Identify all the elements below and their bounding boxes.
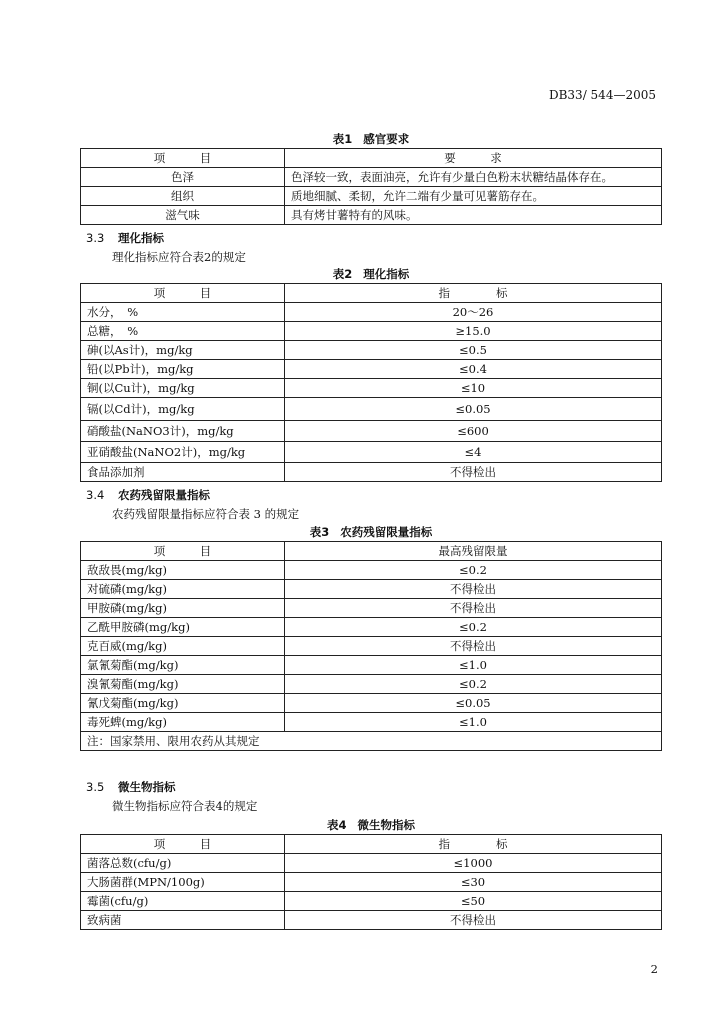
table-row xyxy=(81,675,662,694)
row-item: 水分， % xyxy=(81,303,285,322)
row-value: ≤30 xyxy=(285,873,662,892)
table-note-row xyxy=(81,732,662,751)
row-item: 致病菌 xyxy=(81,911,285,930)
table1-caption xyxy=(80,131,662,147)
row-item: 对硫磷(mg/kg) xyxy=(81,580,285,599)
row-value: ≤1.0 xyxy=(285,656,662,675)
header-requirement: 要 求 xyxy=(285,149,662,168)
table-row xyxy=(81,656,662,675)
table-row xyxy=(81,187,662,206)
row-item: 大肠菌群(MPN/100g) xyxy=(81,873,285,892)
table-row xyxy=(81,618,662,637)
table-row xyxy=(81,637,662,656)
table2-caption-title: 理化指标 xyxy=(363,267,410,281)
row-item: 铅(以Pb计)，mg/kg xyxy=(81,360,285,379)
row-item: 毒死蜱(mg/kg) xyxy=(81,713,285,732)
section-3-5-heading xyxy=(86,779,176,795)
row-value: ≥15.0 xyxy=(285,322,662,341)
document-id: DB33/ 544—2005 xyxy=(548,88,656,102)
table-row xyxy=(81,442,662,463)
row-value: ≤0.05 xyxy=(285,398,662,421)
table-row xyxy=(81,341,662,360)
table-row xyxy=(81,398,662,421)
row-item: 亚硝酸盐(NaNO2计)，mg/kg xyxy=(81,442,285,463)
row-item: 克百威(mg/kg) xyxy=(81,637,285,656)
table-row xyxy=(81,561,662,580)
header-index: 指 标 xyxy=(285,835,662,854)
row-value: 色泽较一致，表面油亮，允许有少量白色粉末状糖结晶体存在。 xyxy=(285,168,662,187)
row-value: ≤0.2 xyxy=(285,561,662,580)
table-row xyxy=(81,379,662,398)
section-3-3-heading xyxy=(86,230,164,246)
table3-caption-num: 表3 xyxy=(309,525,330,539)
table-row xyxy=(81,911,662,930)
row-item: 食品添加剂 xyxy=(81,463,285,482)
table-row xyxy=(81,873,662,892)
row-item: 氰戊菊酯(mg/kg) xyxy=(81,694,285,713)
table-header-row xyxy=(81,149,662,168)
section-title: 微生物指标 xyxy=(118,780,176,794)
section-number: 3.5 xyxy=(86,780,105,794)
table2-caption-num: 表2 xyxy=(332,267,353,281)
table-note: 注：国家禁用、限用农药从其规定 xyxy=(81,732,662,751)
table-row xyxy=(81,580,662,599)
row-item: 滋气味 xyxy=(81,206,285,225)
row-item: 甲胺磷(mg/kg) xyxy=(81,599,285,618)
section-title: 理化指标 xyxy=(118,231,164,245)
row-value: ≤0.2 xyxy=(285,618,662,637)
section-title: 农药残留限量指标 xyxy=(118,488,210,502)
table-row xyxy=(81,599,662,618)
row-item: 菌落总数(cfu/g) xyxy=(81,854,285,873)
row-value: ≤1.0 xyxy=(285,713,662,732)
section-3-4-text: 农药残留限量指标应符合表 3 的规定 xyxy=(112,507,300,521)
table4-caption xyxy=(80,817,662,833)
section-3-5-text: 微生物指标应符合表4的规定 xyxy=(112,799,258,813)
row-item: 组织 xyxy=(81,187,285,206)
header-item: 项 目 xyxy=(81,284,285,303)
row-value: ≤50 xyxy=(285,892,662,911)
row-value: 不得检出 xyxy=(285,599,662,618)
row-item: 镉(以Cd计)，mg/kg xyxy=(81,398,285,421)
row-value: 具有烤甘薯特有的风味。 xyxy=(285,206,662,225)
table1-caption-title: 感官要求 xyxy=(363,132,410,146)
table-row xyxy=(81,463,662,482)
row-value: 不得检出 xyxy=(285,463,662,482)
row-value: 不得检出 xyxy=(285,911,662,930)
row-item: 砷(以As计)，mg/kg xyxy=(81,341,285,360)
row-value: ≤10 xyxy=(285,379,662,398)
table-row xyxy=(81,360,662,379)
table-row xyxy=(81,713,662,732)
header-item: 项 目 xyxy=(81,542,285,561)
row-value: ≤0.2 xyxy=(285,675,662,694)
section-number: 3.3 xyxy=(86,231,105,245)
table-row xyxy=(81,168,662,187)
row-value: 不得检出 xyxy=(285,580,662,599)
row-value: 20～26 xyxy=(285,303,662,322)
row-item: 铜(以Cu计)，mg/kg xyxy=(81,379,285,398)
page-number: 2 xyxy=(650,962,658,976)
row-value: ≤0.05 xyxy=(285,694,662,713)
table3-caption-title: 农药残留限量指标 xyxy=(340,525,433,539)
row-item: 敌敌畏(mg/kg) xyxy=(81,561,285,580)
table-row xyxy=(81,892,662,911)
row-item: 硝酸盐(NaNO3计)，mg/kg xyxy=(81,421,285,442)
row-value: 质地细腻、柔韧，允许二端有少量可见薯筋存在。 xyxy=(285,187,662,206)
header-index: 指 标 xyxy=(285,284,662,303)
table1-caption-num: 表1 xyxy=(332,132,353,146)
row-value: ≤4 xyxy=(285,442,662,463)
header-max-residue: 最高残留限量 xyxy=(285,542,662,561)
row-value: ≤0.4 xyxy=(285,360,662,379)
table4-microbial xyxy=(80,834,662,930)
row-item: 乙酰甲胺磷(mg/kg) xyxy=(81,618,285,637)
table-row xyxy=(81,303,662,322)
header-item: 项 目 xyxy=(81,149,285,168)
table-row xyxy=(81,694,662,713)
table1-sensory xyxy=(80,148,662,225)
table3-caption xyxy=(80,524,662,540)
row-item: 总糖， % xyxy=(81,322,285,341)
section-3-3-text: 理化指标应符合表2的规定 xyxy=(112,250,246,264)
table-header-row xyxy=(81,835,662,854)
table4-caption-title: 微生物指标 xyxy=(357,818,415,832)
table3-pesticide xyxy=(80,541,662,751)
row-value: ≤600 xyxy=(285,421,662,442)
row-item: 氯氰菊酯(mg/kg) xyxy=(81,656,285,675)
section-3-4-heading xyxy=(86,487,210,503)
row-value: 不得检出 xyxy=(285,637,662,656)
table-row xyxy=(81,854,662,873)
table-header-row xyxy=(81,542,662,561)
row-item: 霉菌(cfu/g) xyxy=(81,892,285,911)
row-item: 溴氰菊酯(mg/kg) xyxy=(81,675,285,694)
header-item: 项 目 xyxy=(81,835,285,854)
table2-caption xyxy=(80,266,662,282)
row-value: ≤0.5 xyxy=(285,341,662,360)
table-row xyxy=(81,421,662,442)
row-item: 色泽 xyxy=(81,168,285,187)
row-value: ≤1000 xyxy=(285,854,662,873)
table2-physicochemical xyxy=(80,283,662,482)
table-row xyxy=(81,322,662,341)
section-number: 3.4 xyxy=(86,488,105,502)
table-header-row xyxy=(81,284,662,303)
table-row xyxy=(81,206,662,225)
table4-caption-num: 表4 xyxy=(327,818,347,832)
